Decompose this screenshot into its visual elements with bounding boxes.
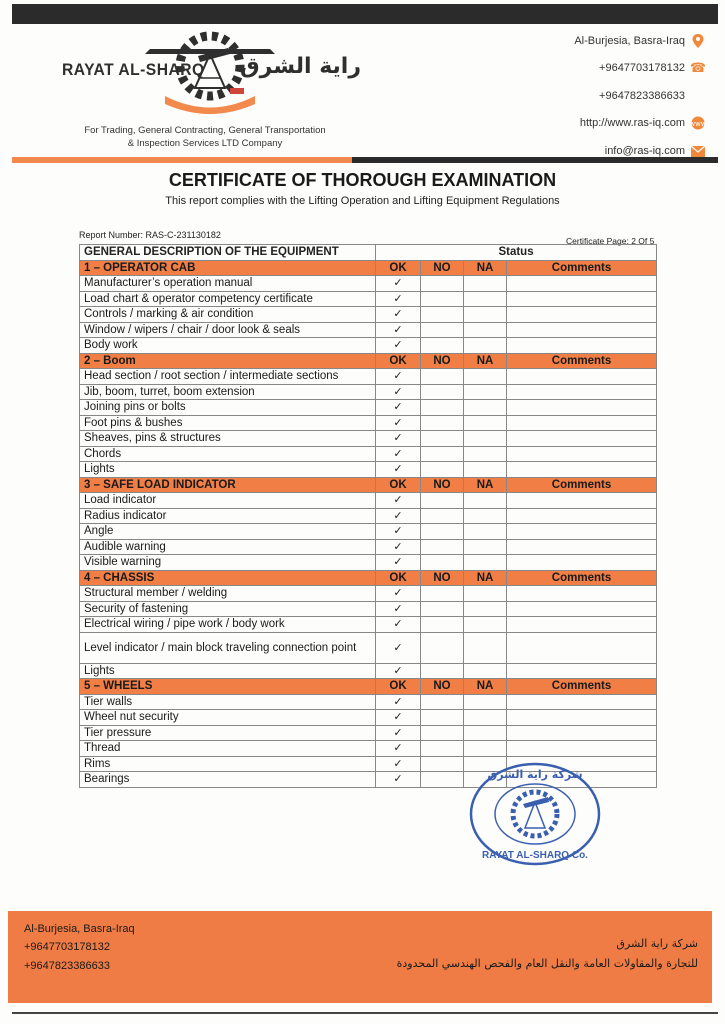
section-header	[80, 679, 657, 695]
na-cell	[464, 462, 507, 478]
comments-cell	[507, 555, 657, 571]
company-stamp	[468, 762, 602, 866]
footer-address: Al-Burjesia, Basra-Iraq	[24, 923, 135, 935]
ok-checkmark: ✓	[376, 446, 421, 462]
item-label: Thread	[80, 741, 376, 757]
table-row	[80, 291, 657, 307]
col-no-label: NO	[421, 260, 464, 276]
no-cell	[421, 586, 464, 602]
ok-checkmark: ✓	[376, 524, 421, 540]
section-title: 2 – Boom	[80, 353, 376, 369]
web-icon	[691, 116, 705, 130]
contact-phone-2[interactable]: +9647823386633	[599, 89, 705, 103]
footer-phone-2[interactable]: +9647823386633	[24, 960, 110, 972]
section-title: 3 – SAFE LOAD INDICATOR	[80, 477, 376, 493]
item-label: Foot pins & bushes	[80, 415, 376, 431]
na-cell	[464, 694, 507, 710]
contact-email[interactable]: info@ras-iq.com	[605, 144, 705, 158]
ok-checkmark: ✓	[376, 276, 421, 292]
na-cell	[464, 725, 507, 741]
na-cell	[464, 400, 507, 416]
no-cell	[421, 601, 464, 617]
no-cell	[421, 462, 464, 478]
contact-phone-1[interactable]: +9647703178132 ☎	[599, 60, 707, 75]
ok-checkmark: ✓	[376, 710, 421, 726]
na-cell	[464, 307, 507, 323]
table-row	[80, 539, 657, 555]
ok-checkmark: ✓	[376, 601, 421, 617]
no-cell	[421, 415, 464, 431]
item-label: Level indicator / main block traveling connection point	[80, 632, 376, 663]
no-cell	[421, 307, 464, 323]
ok-checkmark: ✓	[376, 307, 421, 323]
col-ok-label: OK	[376, 477, 421, 493]
no-cell	[421, 276, 464, 292]
no-cell	[421, 446, 464, 462]
comments-cell	[507, 524, 657, 540]
item-label: Audible warning	[80, 539, 376, 555]
col-comments-label: Comments	[507, 260, 657, 276]
na-cell	[464, 322, 507, 338]
ok-checkmark: ✓	[376, 291, 421, 307]
comments-cell	[507, 307, 657, 323]
item-label: Controls / marking & air condition	[80, 307, 376, 323]
table-row	[80, 446, 657, 462]
section-title: 5 – WHEELS	[80, 679, 376, 695]
comments-cell	[507, 493, 657, 509]
comments-cell	[507, 369, 657, 385]
na-cell	[464, 415, 507, 431]
ok-checkmark: ✓	[376, 772, 421, 788]
comments-cell	[507, 276, 657, 292]
table-row	[80, 384, 657, 400]
na-cell	[464, 539, 507, 555]
col-no-label: NO	[421, 477, 464, 493]
ok-checkmark: ✓	[376, 338, 421, 354]
ok-checkmark: ✓	[376, 694, 421, 710]
general-heading: GENERAL DESCRIPTION OF THE EQUIPMENT	[80, 245, 376, 261]
footer-band	[8, 911, 712, 1003]
col-no-label: NO	[421, 679, 464, 695]
item-label: Load chart & operator competency certificate	[80, 291, 376, 307]
na-cell	[464, 555, 507, 571]
col-na-label: NA	[464, 679, 507, 695]
col-no-label: NO	[421, 570, 464, 586]
comments-cell	[507, 462, 657, 478]
item-label: Electrical wiring / pipe work / body work	[80, 617, 376, 633]
ok-checkmark: ✓	[376, 493, 421, 509]
ok-checkmark: ✓	[376, 756, 421, 772]
item-label: Head section / root section / intermediate sections	[80, 369, 376, 385]
comments-cell	[507, 617, 657, 633]
section-header	[80, 570, 657, 586]
table-row	[80, 555, 657, 571]
comments-cell	[507, 632, 657, 663]
na-cell	[464, 663, 507, 679]
na-cell	[464, 617, 507, 633]
col-comments-label: Comments	[507, 679, 657, 695]
section-header	[80, 353, 657, 369]
ok-checkmark: ✓	[376, 586, 421, 602]
ok-checkmark: ✓	[376, 369, 421, 385]
comments-cell	[507, 694, 657, 710]
na-cell	[464, 632, 507, 663]
table-row	[80, 431, 657, 447]
table-row	[80, 369, 657, 385]
item-label: Visible warning	[80, 555, 376, 571]
col-no-label: NO	[421, 353, 464, 369]
no-cell	[421, 710, 464, 726]
no-cell	[421, 384, 464, 400]
table-row	[80, 601, 657, 617]
no-cell	[421, 493, 464, 509]
status-heading: Status	[376, 245, 657, 261]
comments-cell	[507, 384, 657, 400]
comments-cell	[507, 725, 657, 741]
svg-text:www: www	[689, 120, 707, 128]
table-row	[80, 632, 657, 663]
section-header	[80, 477, 657, 493]
no-cell	[421, 431, 464, 447]
stamp-arabic-text: شركة راية الشرق	[487, 768, 583, 781]
no-cell	[421, 756, 464, 772]
na-cell	[464, 508, 507, 524]
no-cell	[421, 617, 464, 633]
na-cell	[464, 384, 507, 400]
no-cell	[421, 725, 464, 741]
phone-icon	[691, 89, 705, 103]
comments-cell	[507, 539, 657, 555]
item-label: Manufacturer’s operation manual	[80, 276, 376, 292]
header-divider	[12, 157, 718, 163]
comments-cell	[507, 415, 657, 431]
section-title: 4 – CHASSIS	[80, 570, 376, 586]
certificate-subtitle: This report complies with the Lifting Operation and Lifting Equipment Regulations	[165, 195, 560, 207]
contact-website[interactable]: http://www.ras-iq.com www	[579, 117, 707, 129]
tagline: For Trading, General Contracting, General Transportation & Inspection Services LTD Company	[84, 125, 326, 149]
ok-checkmark: ✓	[376, 400, 421, 416]
ok-checkmark: ✓	[376, 415, 421, 431]
item-label: Wheel nut security	[80, 710, 376, 726]
col-ok-label: OK	[376, 260, 421, 276]
table-row	[80, 725, 657, 741]
item-label: Structural member / welding	[80, 586, 376, 602]
table-row	[80, 322, 657, 338]
ok-checkmark: ✓	[376, 462, 421, 478]
na-cell	[464, 586, 507, 602]
ok-checkmark: ✓	[376, 384, 421, 400]
comments-cell	[507, 338, 657, 354]
col-na-label: NA	[464, 260, 507, 276]
table-row	[80, 663, 657, 679]
table-row	[80, 462, 657, 478]
stamp-english-text: RAYAT AL-SHARQ Co.	[482, 850, 588, 861]
comments-cell	[507, 291, 657, 307]
item-label: Radius indicator	[80, 508, 376, 524]
table-general-header	[80, 245, 657, 261]
na-cell	[464, 291, 507, 307]
na-cell	[464, 276, 507, 292]
brand-name-ar: راية الشرق	[240, 54, 362, 79]
comments-cell	[507, 663, 657, 679]
report-number: Report Number: RAS-C-231130182	[79, 230, 221, 240]
ok-checkmark: ✓	[376, 431, 421, 447]
comments-cell	[507, 586, 657, 602]
comments-cell	[507, 446, 657, 462]
table-row	[80, 338, 657, 354]
no-cell	[421, 524, 464, 540]
examination-table	[79, 244, 657, 788]
ok-checkmark: ✓	[376, 663, 421, 679]
na-cell	[464, 741, 507, 757]
table-row	[80, 694, 657, 710]
ok-checkmark: ✓	[376, 555, 421, 571]
no-cell	[421, 338, 464, 354]
col-na-label: NA	[464, 477, 507, 493]
col-na-label: NA	[464, 570, 507, 586]
item-label: Bearings	[80, 772, 376, 788]
table-row	[80, 400, 657, 416]
no-cell	[421, 369, 464, 385]
no-cell	[421, 632, 464, 663]
ok-checkmark: ✓	[376, 725, 421, 741]
table-row	[80, 276, 657, 292]
no-cell	[421, 508, 464, 524]
comments-cell	[507, 322, 657, 338]
comments-cell	[507, 710, 657, 726]
col-ok-label: OK	[376, 570, 421, 586]
item-label: Security of fastening	[80, 601, 376, 617]
no-cell	[421, 741, 464, 757]
col-comments-label: Comments	[507, 353, 657, 369]
item-label: Chords	[80, 446, 376, 462]
ok-checkmark: ✓	[376, 322, 421, 338]
table-row	[80, 493, 657, 509]
item-label: Sheaves, pins & structures	[80, 431, 376, 447]
comments-cell	[507, 508, 657, 524]
contact-address: Al-Burjesia, Basra-Iraq	[574, 34, 705, 48]
section-header	[80, 260, 657, 276]
no-cell	[421, 322, 464, 338]
col-ok-label: OK	[376, 353, 421, 369]
item-label: Angle	[80, 524, 376, 540]
item-label: Tier walls	[80, 694, 376, 710]
comments-cell	[507, 431, 657, 447]
na-cell	[464, 446, 507, 462]
item-label: Window / wipers / chair / door look & seals	[80, 322, 376, 338]
na-cell	[464, 493, 507, 509]
na-cell	[464, 601, 507, 617]
table-row	[80, 586, 657, 602]
footer-company-ar: شركة راية الشرق	[616, 937, 698, 950]
na-cell	[464, 431, 507, 447]
certificate-title: CERTIFICATE OF THOROUGH EXAMINATION	[168, 170, 557, 190]
comments-cell	[507, 400, 657, 416]
no-cell	[421, 772, 464, 788]
phone-icon: ☎	[689, 60, 707, 75]
comments-cell	[507, 741, 657, 757]
na-cell	[464, 710, 507, 726]
mail-icon	[691, 144, 705, 158]
brand-name-en: RAYAT AL-SHARQ	[62, 60, 205, 79]
comments-cell	[507, 601, 657, 617]
table-row	[80, 307, 657, 323]
table-row	[80, 741, 657, 757]
item-label: Load indicator	[80, 493, 376, 509]
footer-phone-1[interactable]: +9647703178132	[24, 941, 110, 953]
no-cell	[421, 663, 464, 679]
item-label: Jib, boom, turret, boom extension	[80, 384, 376, 400]
col-comments-label: Comments	[507, 477, 657, 493]
table-row	[80, 617, 657, 633]
no-cell	[421, 400, 464, 416]
ok-checkmark: ✓	[376, 741, 421, 757]
top-bar	[12, 4, 718, 24]
item-label: Lights	[80, 462, 376, 478]
ok-checkmark: ✓	[376, 539, 421, 555]
item-label: Body work	[80, 338, 376, 354]
section-title: 1 – OPERATOR CAB	[80, 260, 376, 276]
ok-checkmark: ✓	[376, 632, 421, 663]
certificate-page: Certificate Page: 2 Of 5	[566, 236, 655, 246]
no-cell	[421, 291, 464, 307]
no-cell	[421, 539, 464, 555]
item-label: Joining pins or bolts	[80, 400, 376, 416]
location-pin-icon	[691, 34, 705, 48]
table-row	[80, 524, 657, 540]
table-row	[80, 710, 657, 726]
bottom-rule	[12, 1012, 718, 1014]
ok-checkmark: ✓	[376, 508, 421, 524]
table-row	[80, 508, 657, 524]
col-na-label: NA	[464, 353, 507, 369]
table-row	[80, 415, 657, 431]
col-ok-label: OK	[376, 679, 421, 695]
na-cell	[464, 338, 507, 354]
no-cell	[421, 694, 464, 710]
ok-checkmark: ✓	[376, 617, 421, 633]
na-cell	[464, 524, 507, 540]
item-label: Rims	[80, 756, 376, 772]
item-label: Tier pressure	[80, 725, 376, 741]
footer-company-desc-ar: للتجارة والمقاولات العامة والنقل العام والفحص الهندسي المحدودة	[396, 957, 698, 970]
na-cell	[464, 369, 507, 385]
item-label: Lights	[80, 663, 376, 679]
no-cell	[421, 555, 464, 571]
col-comments-label: Comments	[507, 570, 657, 586]
